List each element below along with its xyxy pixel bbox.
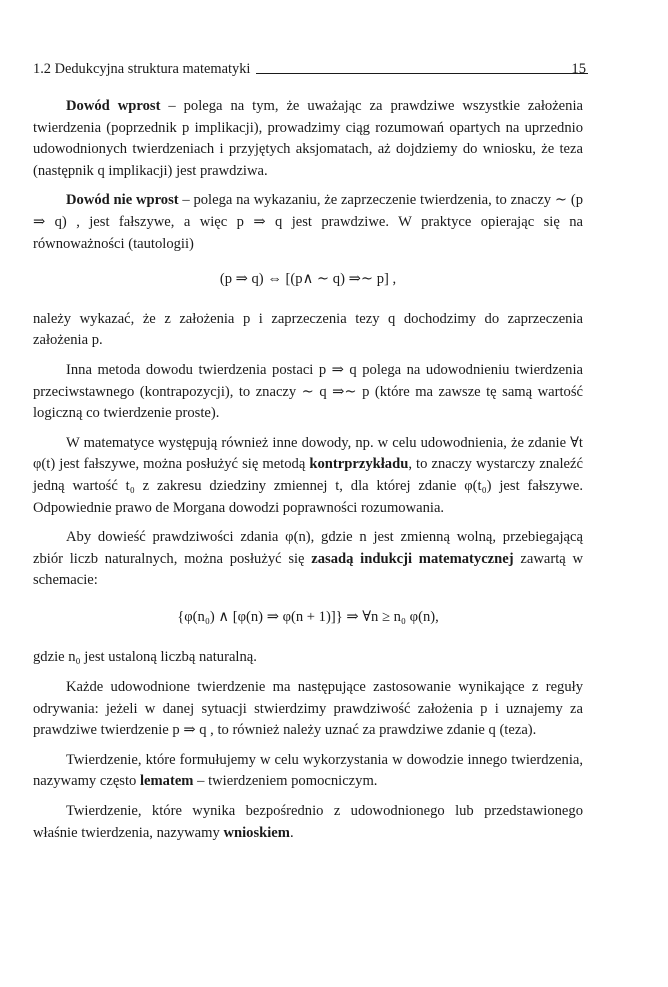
formula-tautology: (p ⇒ q) ⇔ [(p∧ ∼ q) ⇒∼ p] , (219, 271, 397, 288)
running-header (33, 61, 588, 78)
paragraph-contradiction: należy wykazać, że z założenia p i zaprzeczenia tezy q dochodzimy do zaprzeczenia założenia p. (33, 310, 583, 349)
term-indirect-proof: Dowód nie wprost (66, 192, 179, 209)
paragraph-direct-proof (33, 96, 583, 182)
paragraph-contraposition: Inna metoda dowodu twierdzenia postaci p ⇒ q polega na udowodnieniu twierdzenia przeciwstawnego (kontrapozycji), to znaczy ∼ q ⇒∼ p (które ma zawsze tę samą wartość logiczną co twierdzenie proste). (33, 361, 583, 422)
paragraph-text: Twierdzenie, które wynika bezpośrednio z udowodnionego lub przedstawionego właśnie twierdzenia, nazywamy (33, 803, 583, 841)
paragraph-modus-ponens: Każde udowodnione twierdzenie ma następujące zastosowanie wynikające z reguły odrywania: jeżeli w danej sytuacji stwierdzimy prawdziwość założenia p i uznajemy za prawdziwe twierdzenie p ⇒ q , to również należy uznać za prawdziwe zdanie q (teza). (33, 679, 583, 739)
paragraph-text: zawartą w schemacie: (33, 550, 583, 589)
paragraph-text: Twierdzenie, które formułujemy w celu wykorzystania w dowodzie innego twierdzenia, nazywamy często (33, 751, 583, 790)
page-body (33, 96, 583, 852)
paragraph-text: . (289, 824, 294, 841)
paragraph-text: , to znaczy wystarczy znaleźć jedną wartość t₀ z zakresu dziedziny zmiennej t, dla której zdanie φ(t₀) jest fałszywe. Odpowiednie prawo de Morgana dowodzi poprawności rozumowania. (33, 456, 583, 516)
paragraph-text: W matematyce występują również inne dowody, np. w celu udowodnienia, że zdanie ∀t φ(t) jest fałszywe, można posłużyć się metodą (33, 434, 583, 473)
term-lemma: lematem (139, 773, 194, 790)
paragraph-indirect-proof (33, 190, 583, 255)
header-rule (256, 73, 588, 74)
page-number: 15 (571, 61, 586, 77)
paragraph-induction (33, 527, 583, 592)
paragraph-corollary (33, 801, 583, 844)
paragraph-counterexample (33, 433, 583, 519)
running-title: 1.2 Dedukcyjna struktura matematyki (33, 61, 251, 77)
paragraph-text: – twierdzeniem pomocniczym. (193, 773, 378, 790)
term-corollary: wnioskiem (223, 824, 290, 841)
formula-induction: {φ(n₀) ∧ [φ(n) ⇒ φ(n + 1)]} ⇒ ∀n ≥ n₀ φ(n), (177, 608, 439, 625)
paragraph-text: – polega na wykazaniu, że zaprzeczenie twierdzenia, to znaczy ∼ (p ⇒ q) , jest fałszywe, a więc p ⇒ q jest prawdziwe. W praktyce opierając się na równoważności (tautologii) (33, 192, 583, 252)
paragraph-lemma (33, 750, 583, 793)
paragraph-text: – polega na tym, że uważając za prawdziwe wszystkie założenia twierdzenia (poprzednik p implikacji), prowadzimy ciąg rozumowań opartych na uprzednio udowodnionych twierdzeniach i przyjętych aksjomatach, aż dojdziemy do wniosku, że teza (następnik q implikacji) jest prawdziwa. (33, 98, 583, 179)
paragraph-n0-definition: gdzie n₀ jest ustaloną liczbą naturalną. (33, 649, 257, 666)
term-counterexample: kontrprzykładu (309, 456, 409, 473)
paragraph-text: Aby dowieść prawdziwości zdania φ(n), gdzie n jest zmienną wolną, przebiegającą zbiór liczb naturalnych, można posłużyć się (33, 529, 583, 567)
term-induction: zasadą indukcji matematycznej (311, 550, 514, 567)
term-direct-proof: Dowód wprost (66, 98, 161, 114)
